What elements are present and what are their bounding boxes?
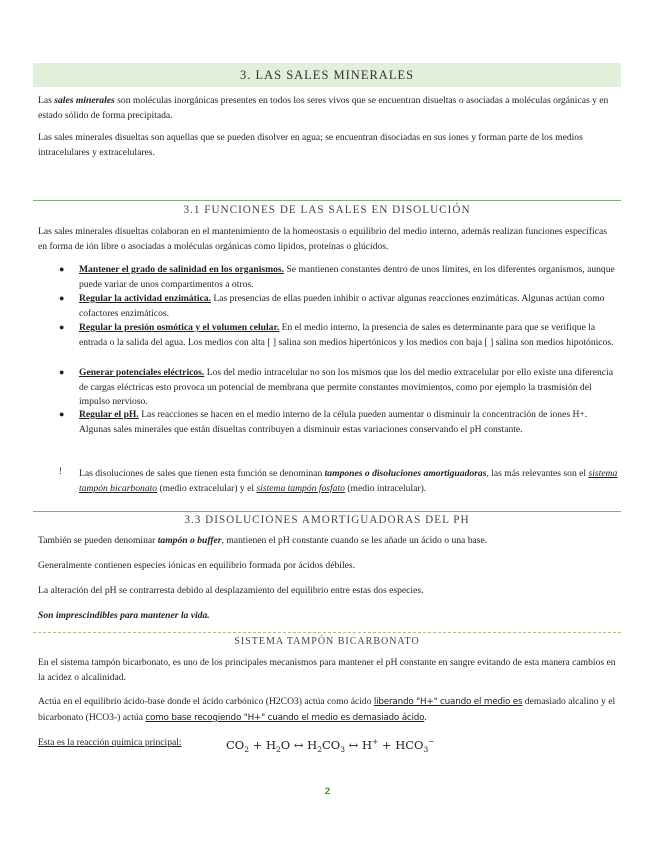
list-item-title: Mantener el grado de salinidad en los organismos. bbox=[79, 264, 285, 275]
page-title: 3. LAS SALES MINERALES bbox=[239, 68, 415, 82]
bicarbonato-divider bbox=[33, 632, 621, 633]
list-item-title: Generar potenciales eléctricos. bbox=[79, 367, 205, 378]
exclamation-icon: ! bbox=[59, 466, 63, 477]
base-role-highlight: como base recogiendo "H+" cuando el medio es demasiado ácido bbox=[145, 713, 425, 723]
list-item-title: Regular la actividad enzimática. bbox=[79, 293, 211, 304]
section-33-divider bbox=[33, 511, 621, 512]
list-item-title: Regular la presión osmótica y el volumen celular. bbox=[79, 322, 280, 333]
list-item: Regular la actividad enzimática. Las presencias de ellas pueden inhibir o activar algunas reacciones enzimáticas. Algunas actúan como cofactores enzimáticos. bbox=[79, 293, 605, 319]
section-33-heading: 3.3 DISOLUCIONES AMORTIGUADORAS DEL PH bbox=[184, 514, 470, 526]
bullet-icon: ● bbox=[59, 264, 65, 274]
bicarbonato-paragraph-2: Actúa en el equilibrio ácido-base donde el ácido carbónico (H2CO3) actúa como ácido liberando "H+" cuando el medio es demasiado alcalino y el bicarbonato (HCO3-) actúa como base recogiendo "H+" cuando el medio es demasiado ácido. bbox=[38, 696, 616, 723]
list-item: Regular el pH. Las reacciones se hacen en el medio interno de la célula pueden aumentar o disminuir la concentración de iones H+. Algunas sales minerales que están disueltas contribuyen a disminuir estas variaciones conservando el pH constante. bbox=[79, 409, 588, 435]
acid-role-highlight: liberando "H+" cuando el medio es bbox=[373, 697, 523, 707]
buffer-note: Las disoluciones de sales que tienen esta función se denominan tampones o disoluciones amortiguadoras, las más relevantes son el sistema tampón bicarbonato (medio extracelular) y el sistema tampón fosfato (medio intracelular). bbox=[79, 468, 618, 494]
bullet-icon: ● bbox=[59, 409, 65, 419]
reaction-label: Esta es la reacción química principal: bbox=[38, 737, 182, 748]
buffer-synonym-term: tampón o buffer bbox=[157, 535, 222, 546]
page-number: 2 bbox=[324, 786, 331, 797]
buffer-term: tampones o disoluciones amortiguadoras bbox=[324, 468, 487, 479]
bicarbonato-paragraph-1: En el sistema tampón bicarbonato, es uno de los principales mecanismos para mantener el pH constante en sangre evitando de esta manera cambios en la acidez o alcalinidad. bbox=[38, 657, 616, 683]
important-note: Son imprescindibles para mantener la vida. bbox=[38, 610, 210, 621]
bullet-icon: ● bbox=[59, 293, 65, 303]
list-item: Generar potenciales eléctricos. Los del medio intracelular no son los mismos que los del medio extracelular por ello existe una diferencia de cargas eléctricas esto provoca un potencial de membrana que permite constantes movimientos, como por ejemplo la trasmisión del impulso nervioso. bbox=[79, 367, 613, 407]
intro-paragraph-1: Las sales minerales son moléculas inorgánicas presentes en todos los seres vivos que se encuentran disueltas o asociadas a moléculas orgánicas y en estado sólido de forma precipitada. bbox=[38, 95, 609, 121]
list-item: Regular la presión osmótica y el volumen celular. En el medio interno, la presencia de sales es determinante para que se verifique la entrada o la salida del agua. Los medios con alta [ ] salina son medios hipertónicos y los medios con baja [ ] salina son medios hipotónicos. bbox=[79, 322, 614, 348]
section-33-paragraph-1: También se pueden denominar tampón o buffer, mantienen el pH constante cuando se les añade un ácido o una base. bbox=[38, 535, 488, 546]
section-31-divider bbox=[33, 200, 621, 201]
intro-paragraph-2: Las sales minerales disueltas son aquellas que se pueden disolver en agua; se encuentran disociadas en sus iones y forman parte de los medios intracelulares y extracelulares. bbox=[38, 132, 583, 158]
chemical-reaction-formula: $CO_2 + H_2O$ ↔ $H_2CO_3$ ↔ $H^+ + HCO_3^-$ bbox=[226, 737, 435, 755]
bullet-icon: ● bbox=[59, 322, 65, 332]
list-item-title: Regular el pH. bbox=[79, 409, 139, 420]
bullet-icon: ● bbox=[59, 367, 65, 377]
section-33-paragraph-2: Generalmente contienen especies iónicas en equilibrio formada por ácidos débiles. bbox=[38, 560, 356, 571]
sales-minerales-term: sales minerales bbox=[54, 95, 115, 106]
section-31-intro: Las sales minerales disueltas colaboran en el mantenimiento de la homeostasis o equilibrio del medio interno, además realizan funciones específicas en forma de ión libre o asociadas a moléculas orgánicas como lípidos, proteínas o glúcidos. bbox=[38, 226, 608, 252]
bicarbonate-link[interactable]: sistema tampón bicarbonato bbox=[79, 468, 618, 494]
title-band bbox=[33, 63, 621, 87]
section-31-heading: 3.1 FUNCIONES DE LAS SALES EN DISOLUCIÓN bbox=[183, 204, 471, 216]
section-33-paragraph-3: La alteración del pH se contrarresta debido al desplazamiento del equilibrio entre estas dos especies. bbox=[38, 585, 424, 596]
list-item: Mantener el grado de salinidad en los organismos. Se mantienen constantes dentro de unos límites, en los diferentes organismos, aunque puede variar de unos compartimentos a otros. bbox=[79, 264, 615, 290]
bicarbonato-heading: SISTEMA TAMPÓN BICARBONATO bbox=[234, 636, 420, 647]
phosphate-link[interactable]: sistema tampón fosfato bbox=[256, 483, 345, 494]
